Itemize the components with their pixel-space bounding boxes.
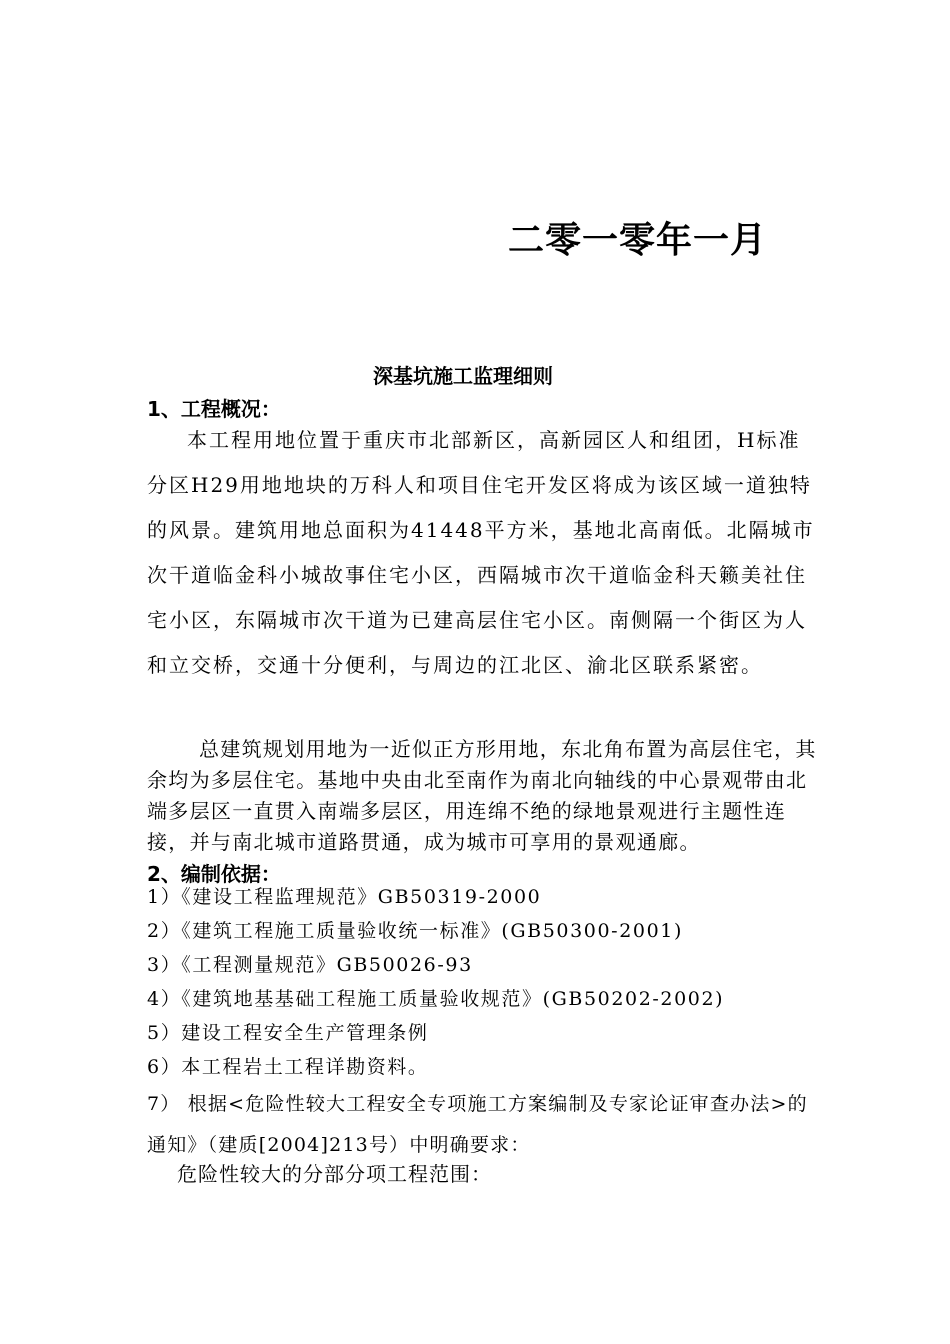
basis-list-item: 1）《建设工程监理规范》GB50319-2000: [147, 886, 542, 908]
hazard-scope-text: 危险性较大的分部分项工程范围：: [177, 1162, 492, 1186]
basis-list: [147, 880, 827, 1166]
basis-list-item: 3）《工程测量规范》GB50026-93: [147, 954, 473, 976]
section-heading-basis: 2、编制依据：: [147, 862, 281, 886]
basis-list-item: 4）《建筑地基基础工程施工质量验收规范》(GB50202-2002): [147, 988, 725, 1010]
cover-date: 二零一零年一月: [508, 220, 768, 261]
basis-list-item: 6）本工程岩土工程详勘资料。: [147, 1056, 429, 1078]
overview-paragraph-2: 总建筑规划用地为一近似正方形用地，东北角布置为高层住宅，其余均为多层住宅。基地中央由北至南作为南北向轴线的中心景观带由北端多层区一直贯入南端多层区，用连绵不绝的绿地景观进行主题性连接，并与南北城市道路贯通，成为城市可享用的景观通廊。: [147, 737, 817, 854]
basis-list-item: 2）《建筑工程施工质量验收统一标准》(GB50300-2001): [147, 920, 683, 942]
overview-paragraph-1: 本工程用地位置于重庆市北部新区，高新园区人和组团，H标准分区H29用地地块的万科人和项目住宅开发区将成为该区域一道独特的风景。建筑用地总面积为41448平方米，基地北高南低。北隔城市次干道临金科小城故事住宅小区，西隔城市次干道临金科天籁美社住宅小区，东隔城市次干道为已建高层住宅小区。南侧隔一个街区为人和立交桥，交通十分便利，与周边的江北区、渝北区联系紧密。: [147, 428, 815, 677]
basis-list-item: 5）建设工程安全生产管理条例: [147, 1022, 429, 1044]
document-title: 深基坑施工监理细则: [373, 364, 553, 388]
section-heading-overview: 1、工程概况：: [147, 397, 281, 421]
basis-list-item: 7） 根据<危险性较大工程安全专项施工方案编制及专家论证审查办法>的通知》（建质[2004]213号）中明确要求：: [147, 1093, 808, 1156]
